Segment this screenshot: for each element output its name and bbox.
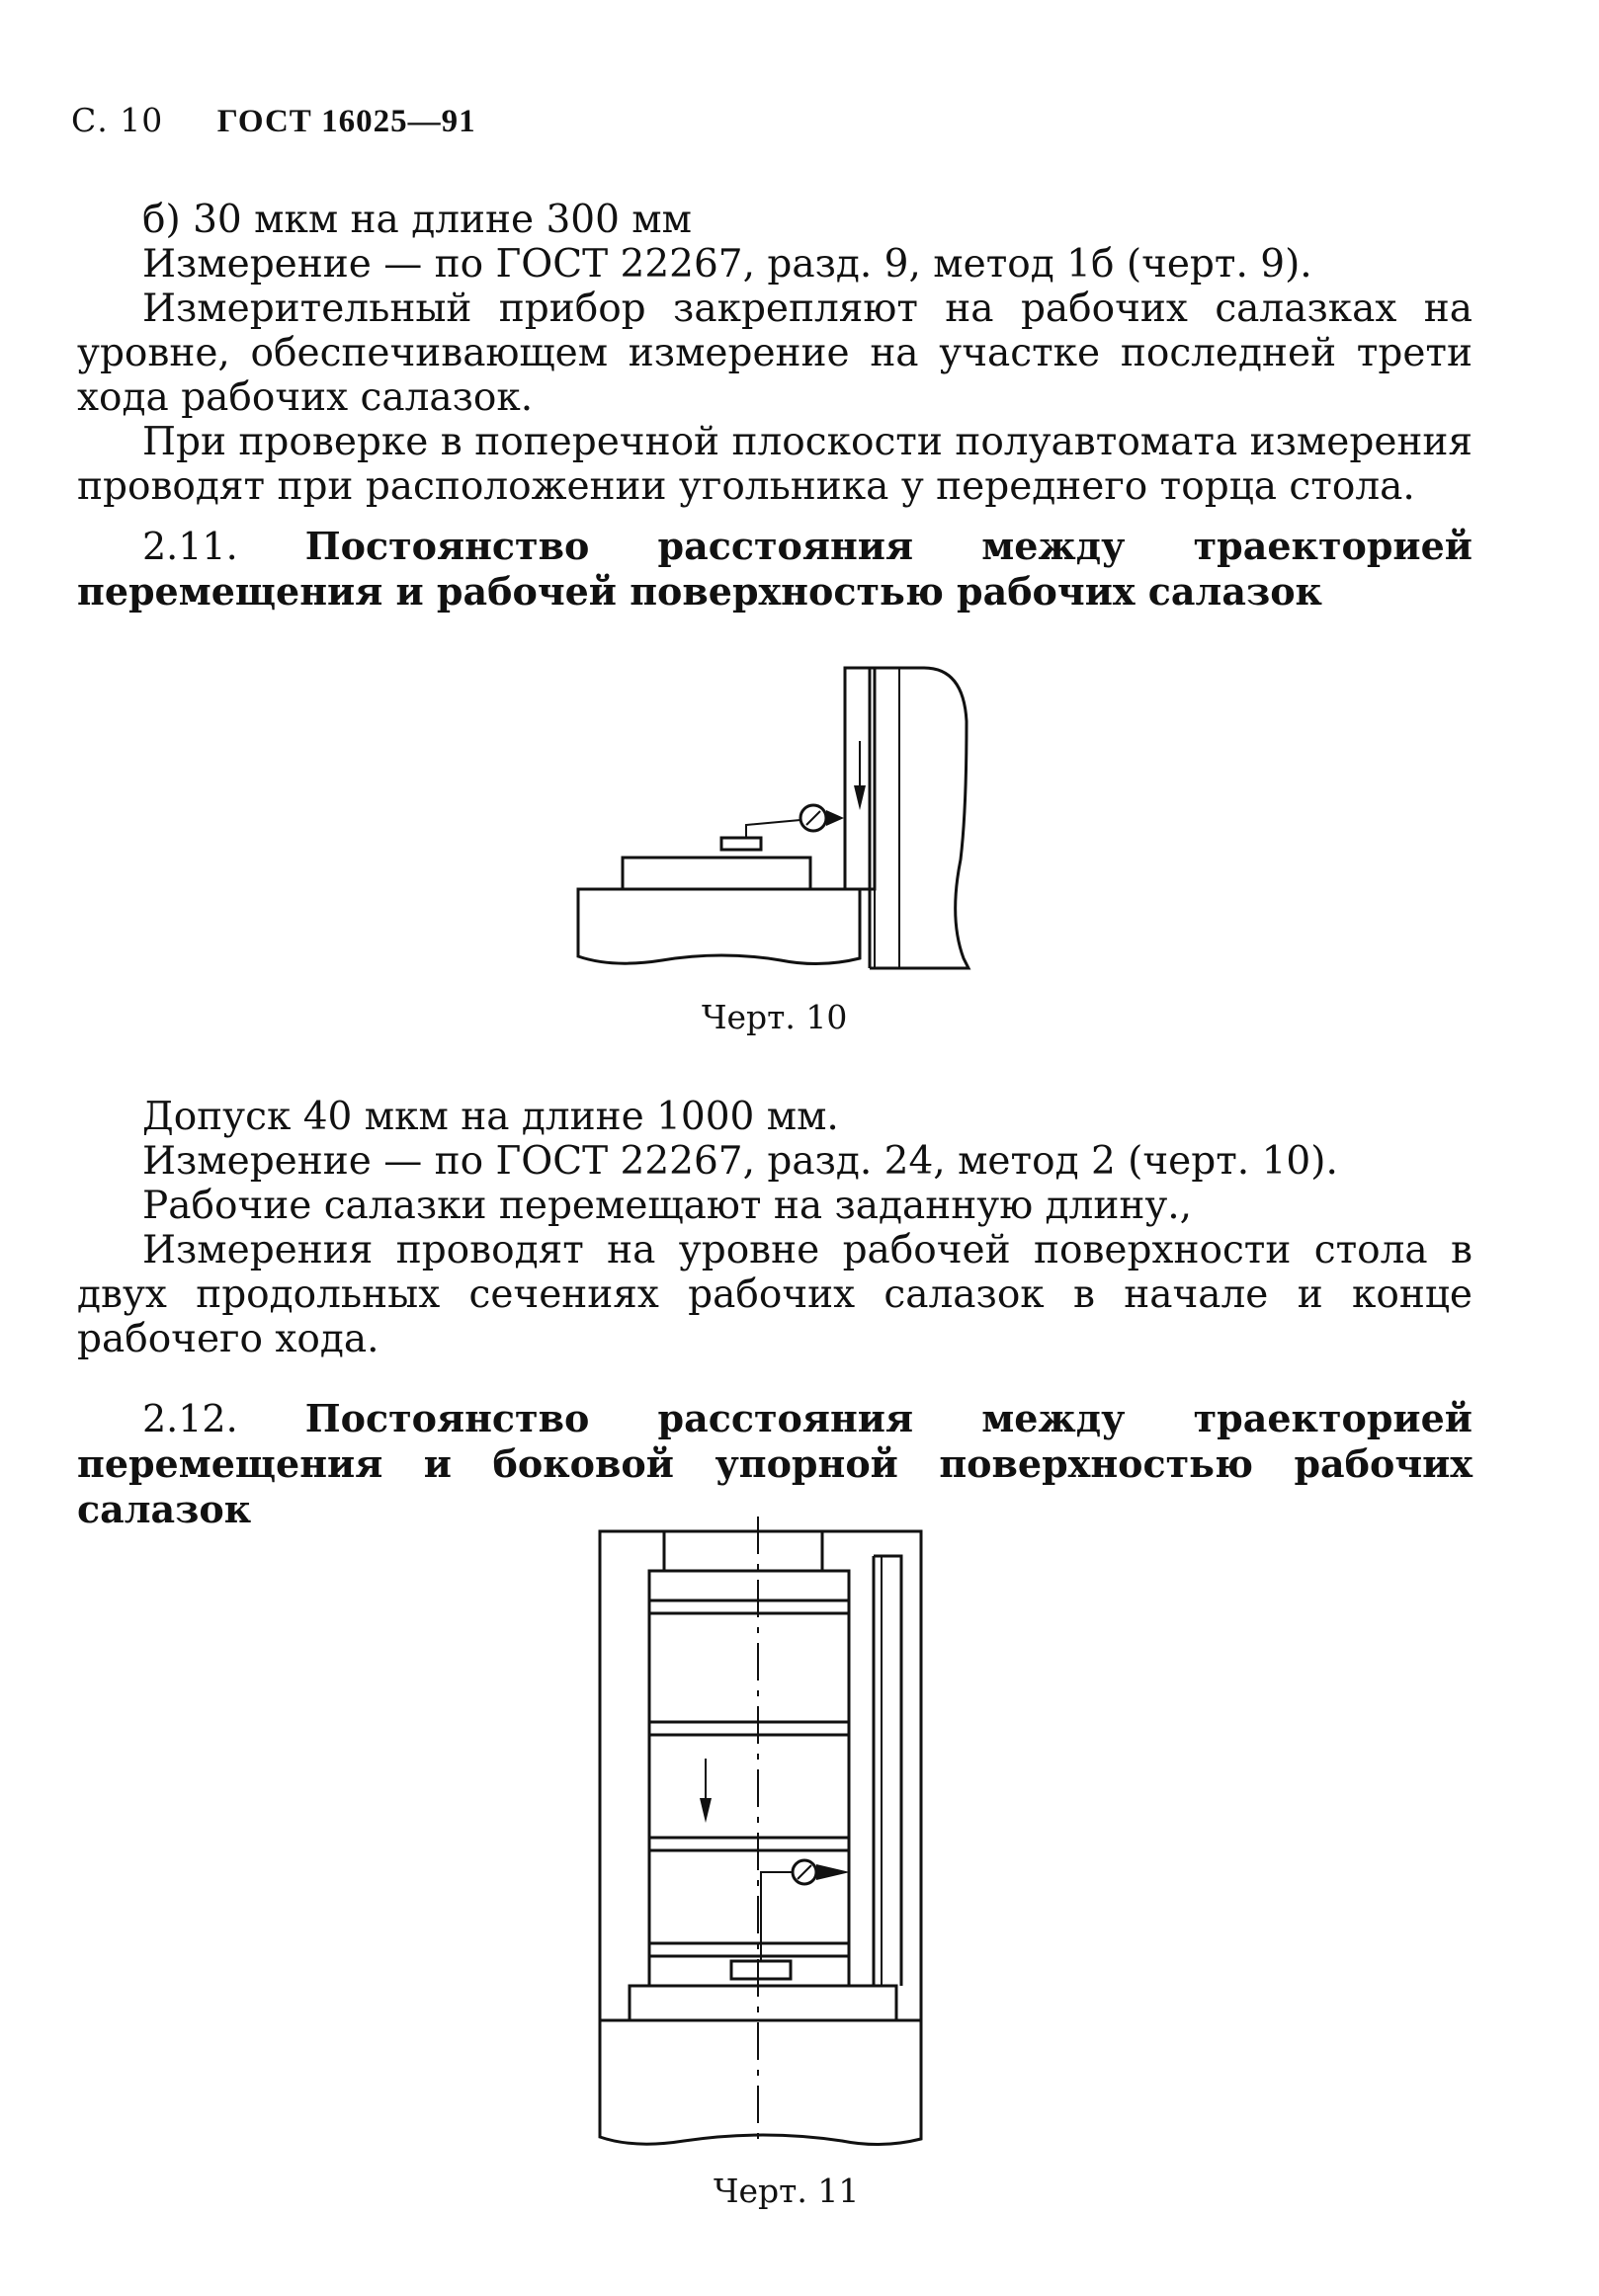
paragraph: При проверке в поперечной плоскости полуавтомата измерения проводят при расположении угольника у переднего торца стола. (77, 420, 1473, 509)
section-title: Постоянство расстояния между траекторией перемещения и рабочей поверхностью рабочих салазок (77, 524, 1473, 614)
section-title: Постоянство расстояния между траекторией перемещения и боковой упорной поверхностью рабочих салазок (77, 1396, 1473, 1531)
paragraph: Измерительный прибор закрепляют на рабочих салазках на уровне, обеспечивающем измерение на участке последней трети хода рабочих салазок. (77, 287, 1473, 420)
paragraph: Измерение — по ГОСТ 22267, разд. 9, метод 1б (черт. 9). (142, 242, 1312, 287)
text-block-2 (77, 1095, 1473, 1361)
paragraph: Измерение — по ГОСТ 22267, разд. 24, метод 2 (черт. 10). (142, 1139, 1338, 1184)
text-block-1 (77, 198, 1473, 509)
section-2-12-heading (77, 1396, 1473, 1532)
document-code: ГОСТ 16025—91 (216, 104, 476, 139)
paragraph: б) 30 мкм на длине 300 мм (142, 198, 692, 242)
paragraph: Измерения проводят на уровне рабочей поверхности стола в двух продольных сечениях рабочих салазок в начале и конце рабочего хода. (77, 1228, 1473, 1361)
section-number: 2.11. (142, 525, 238, 568)
section-2-11-heading (77, 524, 1473, 615)
page-number: С. 10 (71, 101, 164, 139)
page-header (71, 101, 476, 140)
figure-10-drawing (573, 662, 968, 968)
figure-10-caption: Черт. 10 (702, 998, 848, 1036)
figure-11-drawing (595, 1517, 931, 2149)
paragraph: Рабочие салазки перемещают на заданную длину., (142, 1184, 1193, 1228)
paragraph: Допуск 40 мкм на длине 1000 мм. (142, 1095, 839, 1139)
figure-11-caption: Черт. 11 (714, 2172, 860, 2210)
section-number: 2.12. (142, 1397, 238, 1440)
